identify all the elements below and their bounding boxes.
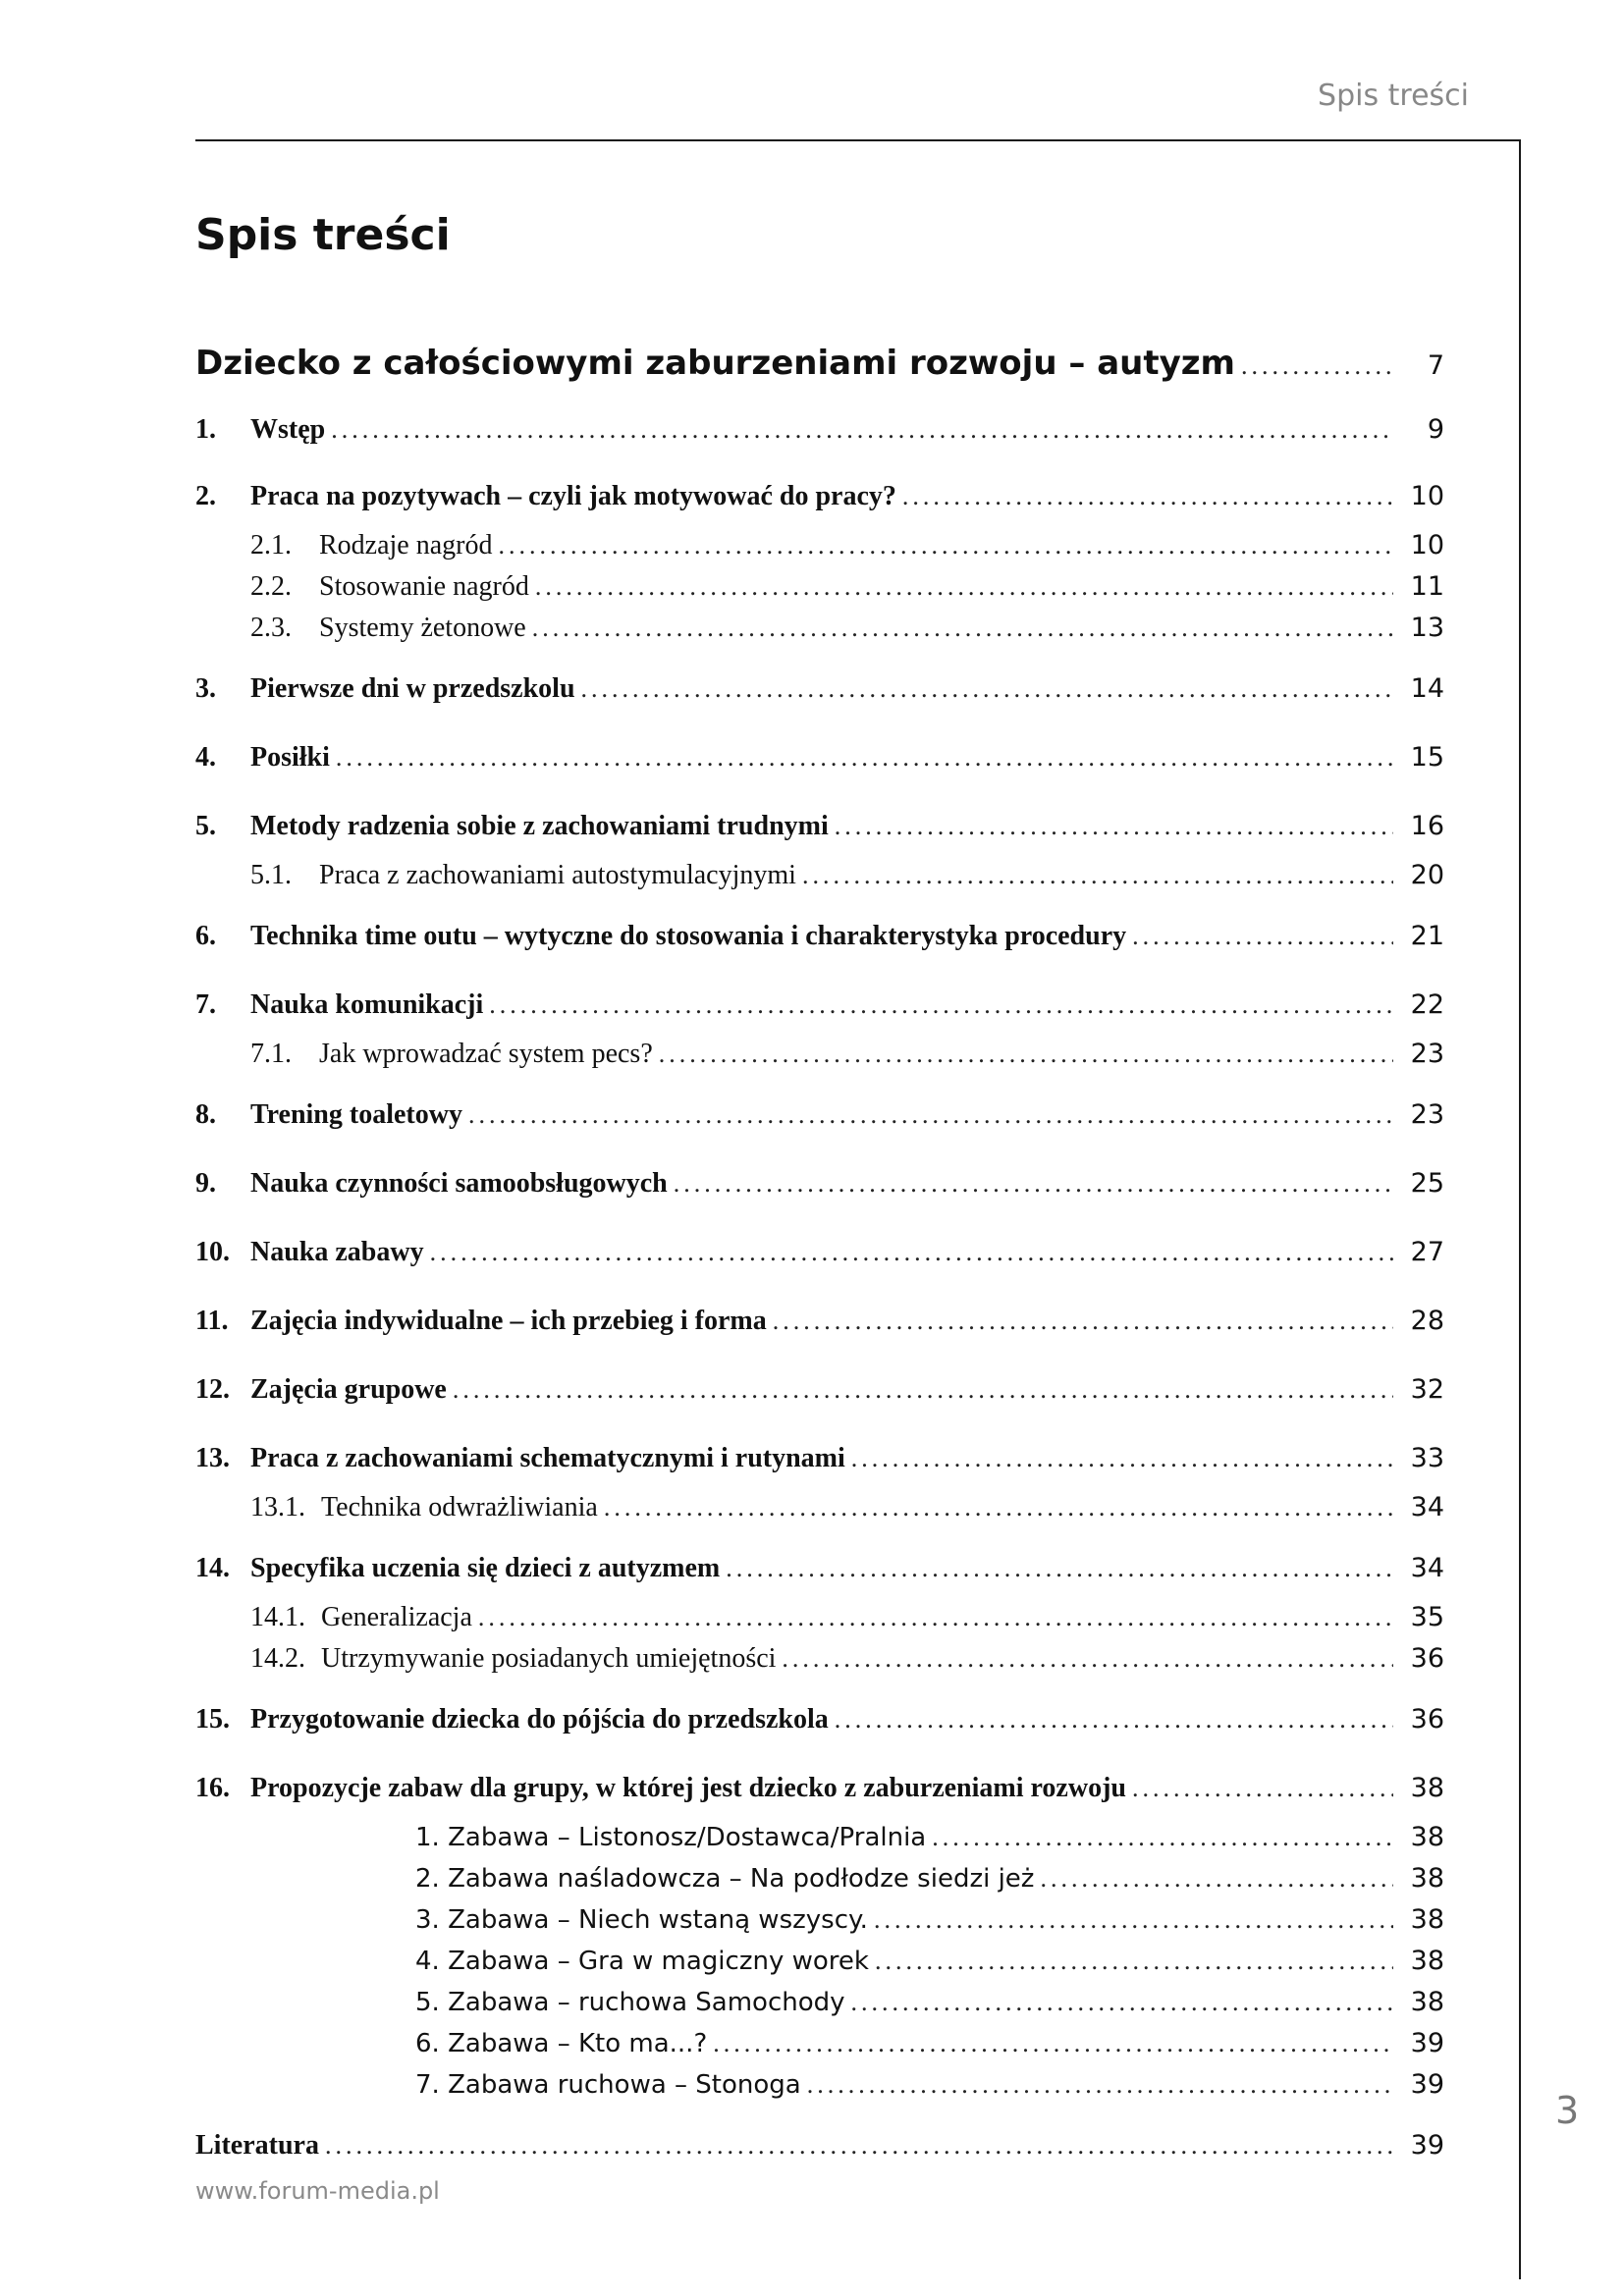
toc-entry-title: Specyfika uczenia się dzieci z autyzmem [250, 1553, 721, 1583]
toc-entry [195, 1643, 1444, 1675]
toc-entry-title: 6. Zabawa – Kto ma...? [415, 2029, 708, 2058]
toc-entry [195, 742, 1444, 774]
toc-entry [195, 673, 1444, 705]
toc-entry-number: 13. [195, 1443, 230, 1473]
dot-leader [1132, 922, 1393, 951]
toc-entry [195, 921, 1444, 952]
toc-entry [195, 2130, 1444, 2162]
toc-entry-page: 38 [1410, 1822, 1444, 1852]
toc-entry-page: 39 [1410, 2028, 1444, 2058]
dot-leader [851, 1988, 1393, 2017]
toc-entry [195, 1553, 1444, 1584]
toc-entry-title: Nauka komunikacji [250, 989, 484, 1020]
toc-entry [195, 481, 1444, 512]
dot-leader [1132, 1774, 1393, 1803]
toc-entry [195, 860, 1444, 891]
toc-entry-page: 34 [1410, 1492, 1444, 1522]
toc-entry-page: 32 [1410, 1374, 1444, 1405]
toc-entry-page: 23 [1410, 1039, 1444, 1069]
toc-entry-title: Propozycje zabaw dla grupy, w której jest dziecko z zaburzeniami rozwoju [250, 1773, 1126, 1803]
toc-entry-title: Jak wprowadzać system pecs? [319, 1039, 653, 1069]
toc-entry-title: Dziecko z całościowymi zaburzeniami rozwoju – autyzm [195, 344, 1235, 383]
toc-entry-title: 2. Zabawa naśladowcza – Na podłodze siedzi jeż [415, 1864, 1035, 1894]
toc-entry [195, 989, 1444, 1021]
toc-entry-number: 2.2. [250, 571, 292, 602]
toc-entry-page: 23 [1410, 1099, 1444, 1130]
toc-entry [195, 1773, 1444, 1804]
dot-leader [325, 2131, 1393, 2161]
dot-leader [1241, 351, 1393, 381]
dot-leader [581, 674, 1393, 704]
dot-leader [835, 812, 1393, 841]
dot-leader [532, 614, 1393, 643]
toc-entry-title: Utrzymywanie posiadanych umiejętności [321, 1643, 777, 1674]
toc-entry [195, 1602, 1444, 1633]
toc-entry-page: 15 [1410, 742, 1444, 773]
toc-entry [195, 1863, 1444, 1894]
toc-entry-title: Pierwsze dni w przedszkolu [250, 673, 575, 704]
toc-entry [195, 811, 1444, 842]
dot-leader [604, 1493, 1393, 1522]
toc-entry-number: 14. [195, 1553, 230, 1583]
toc-entry-title: Zajęcia indywidualne – ich przebieg i forma [250, 1306, 767, 1336]
toc-entry [195, 1987, 1444, 2017]
toc-entry-title: Systemy żetonowe [319, 613, 526, 643]
toc-entry-page: 34 [1410, 1553, 1444, 1583]
dot-leader [726, 1554, 1393, 1583]
toc-entry [195, 1099, 1444, 1131]
toc-entry [195, 1492, 1444, 1523]
toc-entry-title: Stosowanie nagród [319, 571, 529, 602]
dot-leader [902, 482, 1393, 511]
toc-entry-title: Praca na pozytywach – czyli jak motywować do pracy? [250, 481, 896, 511]
toc-entry-number: 9. [195, 1168, 216, 1199]
toc-entry-page: 33 [1410, 1443, 1444, 1473]
toc-entry-number: 15. [195, 1704, 230, 1735]
dot-leader [807, 2070, 1393, 2100]
toc-entry-number: 5.1. [250, 860, 292, 890]
toc-entry-number: 3. [195, 673, 216, 704]
toc-entry [195, 1168, 1444, 1200]
dot-leader [782, 1644, 1393, 1674]
toc-entry-page: 21 [1410, 921, 1444, 951]
toc-entry-number: 5. [195, 811, 216, 841]
header-rule [195, 139, 1521, 141]
toc-entry-title: Wstęp [250, 414, 326, 445]
toc-entry-page: 11 [1410, 571, 1444, 602]
dot-leader [331, 415, 1393, 445]
toc-entry-page: 38 [1410, 1987, 1444, 2017]
toc-entry [195, 1306, 1444, 1337]
toc-entry-title: Technika time outu – wytyczne do stosowania i charakterystyka procedury [250, 921, 1127, 951]
toc-entry-number: 2. [195, 481, 216, 511]
toc-entry [195, 414, 1444, 446]
dot-leader [489, 990, 1393, 1020]
toc-entry [195, 571, 1444, 603]
toc-entry-title: 5. Zabawa – ruchowa Samochody [415, 1988, 845, 2017]
footer-url: www.forum-media.pl [195, 2177, 440, 2205]
toc-entry-title: Trening toaletowy [250, 1099, 462, 1130]
toc-entry-page: 38 [1410, 1863, 1444, 1894]
toc-entry-page: 10 [1410, 530, 1444, 561]
toc-entry-title: Technika odwrażliwiania [321, 1492, 598, 1522]
toc-entry-page: 28 [1410, 1306, 1444, 1336]
toc-entry [195, 1237, 1444, 1268]
toc-entry-number: 2.1. [250, 530, 292, 561]
toc-entry-page: 20 [1410, 860, 1444, 890]
toc-entry-page: 22 [1410, 989, 1444, 1020]
toc-entry-page: 14 [1410, 673, 1444, 704]
toc-entry-title: 1. Zabawa – Listonosz/Dostawca/Pralnia [415, 1823, 927, 1852]
dot-leader [659, 1040, 1393, 1069]
dot-leader [468, 1100, 1393, 1130]
toc-entry-number: 7. [195, 989, 216, 1020]
toc-entry-number: 14.1. [250, 1602, 305, 1632]
dot-leader [499, 531, 1394, 561]
toc-entry-page: 10 [1410, 481, 1444, 511]
dot-leader [674, 1169, 1393, 1199]
toc-entry-number: 13.1. [250, 1492, 305, 1522]
toc-entry-page: 39 [1410, 2130, 1444, 2161]
toc-entry-number: 2.3. [250, 613, 292, 643]
dot-leader [773, 1307, 1393, 1336]
running-header: Spis treści [1318, 79, 1469, 113]
dot-leader [478, 1603, 1393, 1632]
toc-entry-page: 13 [1410, 613, 1444, 643]
toc-entry-number: 4. [195, 742, 216, 773]
toc-entry-title: Rodzaje nagród [319, 530, 493, 561]
toc-entry-title: Zajęcia grupowe [250, 1374, 447, 1405]
toc-entry-page: 36 [1410, 1643, 1444, 1674]
toc-entry [195, 1822, 1444, 1852]
toc-entry-number: 12. [195, 1374, 230, 1405]
toc-entry-title: Przygotowanie dziecka do pójścia do przedszkola [250, 1704, 829, 1735]
toc-entry [195, 1443, 1444, 1474]
dot-leader [453, 1375, 1393, 1405]
toc-entry-page: 38 [1410, 1904, 1444, 1935]
dot-leader [875, 1947, 1393, 1976]
toc-entry [195, 1039, 1444, 1070]
toc-entry-page: 36 [1410, 1704, 1444, 1735]
toc-entry-page: 16 [1410, 811, 1444, 841]
toc-entry-number: 10. [195, 1237, 230, 1267]
toc-entry [195, 2028, 1444, 2058]
toc-entry-title: Generalizacja [321, 1602, 472, 1632]
toc-entry [195, 613, 1444, 644]
dot-leader [336, 743, 1393, 773]
toc-entry-title: Praca z zachowaniami schematycznymi i rutynami [250, 1443, 845, 1473]
toc-entry-page: 7 [1427, 350, 1444, 381]
toc-entry-title: Nauka zabawy [250, 1237, 424, 1267]
toc-entry-number: 16. [195, 1773, 230, 1803]
toc-entry-title: Metody radzenia sobie z zachowaniami trudnymi [250, 811, 829, 841]
dot-leader [802, 861, 1393, 890]
toc-entry-title: 4. Zabawa – Gra w magiczny worek [415, 1947, 869, 1976]
toc-entry-number: 1. [195, 414, 216, 445]
toc-entry-page: 38 [1410, 1773, 1444, 1803]
dot-leader [535, 572, 1393, 602]
dot-leader [874, 1905, 1393, 1935]
toc-entry-number: 8. [195, 1099, 216, 1130]
dot-leader [851, 1444, 1393, 1473]
page-title: Spis treści [195, 210, 451, 260]
toc-entry-title: 3. Zabawa – Niech wstaną wszyscy. [415, 1905, 868, 1935]
toc-entry-number: 7.1. [250, 1039, 292, 1069]
dot-leader [932, 1823, 1393, 1852]
toc-entry-number: 6. [195, 921, 216, 951]
dot-leader [835, 1705, 1393, 1735]
page-number: 3 [1555, 2089, 1580, 2132]
dot-leader [430, 1238, 1393, 1267]
toc-entry [195, 344, 1444, 383]
toc-entry-title: 7. Zabawa ruchowa – Stonoga [415, 2070, 801, 2100]
toc-entry [195, 530, 1444, 561]
toc-entry-number: 14.2. [250, 1643, 305, 1674]
toc-entry-page: 9 [1427, 414, 1444, 445]
toc-entry-page: 27 [1410, 1237, 1444, 1267]
dot-leader [713, 2029, 1393, 2058]
toc-entry-title: Praca z zachowaniami autostymulacyjnymi [319, 860, 796, 890]
toc-entry-page: 39 [1410, 2069, 1444, 2100]
toc-entry-page: 35 [1410, 1602, 1444, 1632]
toc-entry-title: Nauka czynności samoobsługowych [250, 1168, 668, 1199]
toc-entry [195, 1904, 1444, 1935]
toc-entry [195, 2069, 1444, 2100]
toc-entry-page: 25 [1410, 1168, 1444, 1199]
right-margin-rule [1519, 139, 1521, 2279]
toc-entry [195, 1946, 1444, 1976]
toc-entry-title: Posiłki [250, 742, 330, 773]
dot-leader [1040, 1864, 1393, 1894]
toc-entry [195, 1704, 1444, 1735]
toc-entry [195, 1374, 1444, 1406]
toc-entry-number: 11. [195, 1306, 229, 1336]
toc-entry-title: Literatura [195, 2130, 319, 2161]
toc-entry-page: 38 [1410, 1946, 1444, 1976]
